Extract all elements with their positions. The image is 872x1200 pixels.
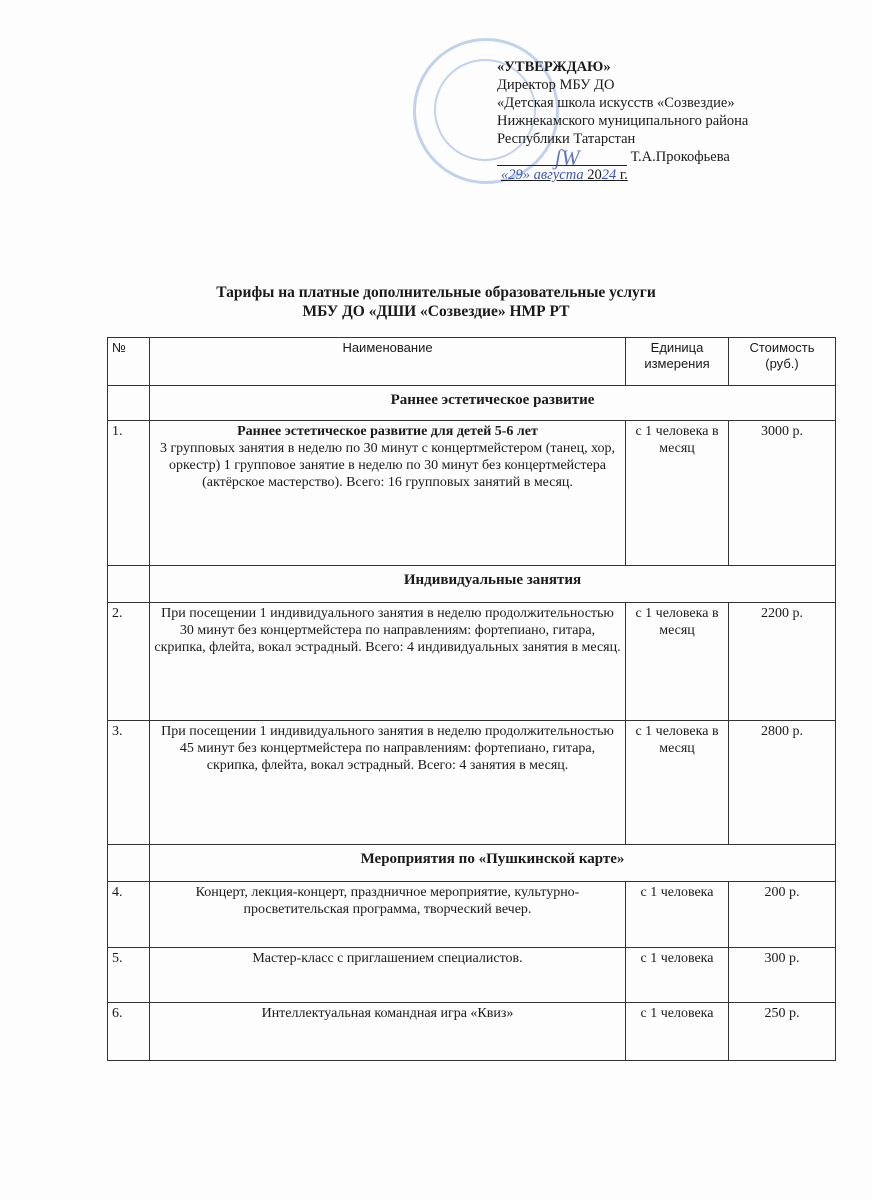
row-cost: 2200 р. (729, 603, 836, 721)
row-cost: 300 р. (729, 948, 836, 1003)
table-row (108, 1003, 836, 1061)
header-name: Наименование (150, 338, 626, 386)
approval-date (497, 166, 748, 184)
row-name-bold: Раннее эстетическое развитие для детей 5-6 лет (237, 424, 538, 439)
section-title: Индивидуальные занятия (150, 566, 836, 603)
section-row (108, 845, 836, 882)
title-line-2: МБУ ДО «ДШИ «Созвездие» НМР РТ (302, 303, 570, 320)
row-unit: с 1 человека в месяц (626, 603, 729, 721)
row-num: 3. (108, 721, 150, 845)
table-row (108, 421, 836, 566)
approval-heading: «УТВЕРЖДАЮ» (497, 59, 611, 75)
section-title: Мероприятия по «Пушкинской карте» (150, 845, 836, 882)
section-row (108, 386, 836, 421)
date-day: «29» (501, 167, 530, 183)
table-row (108, 948, 836, 1003)
document-title (0, 283, 872, 321)
row-cost: 200 р. (729, 882, 836, 948)
header-cost: Стоимость (руб.) (729, 338, 836, 386)
date-year-prefix: 20 (587, 167, 602, 183)
header-unit: Единица измерения (626, 338, 729, 386)
title-line-1: Тарифы на платные дополнительные образовательные услуги (216, 284, 656, 301)
row-num: 2. (108, 603, 150, 721)
tariff-table (107, 337, 836, 1061)
section-row (108, 566, 836, 603)
row-unit: с 1 человека в месяц (626, 721, 729, 845)
section-title: Раннее эстетическое развитие (150, 386, 836, 421)
date-month: августа (533, 167, 584, 183)
row-unit: с 1 человека (626, 1003, 729, 1061)
row-num: 4. (108, 882, 150, 948)
approval-line: Республики Татарстан (497, 131, 636, 147)
approval-block (497, 58, 748, 184)
table-row (108, 721, 836, 845)
row-num: 1. (108, 421, 150, 566)
row-name: Мастер-класс с приглашением специалистов. (150, 948, 626, 1003)
row-unit: с 1 человека (626, 882, 729, 948)
row-unit: с 1 человека (626, 948, 729, 1003)
row-cost: 3000 р. (729, 421, 836, 566)
row-cost: 250 р. (729, 1003, 836, 1061)
handwritten-signature: ʃW (555, 145, 580, 170)
table-header-row (108, 338, 836, 386)
approval-line: Нижнекамского муниципального района (497, 113, 749, 129)
row-num: 5. (108, 948, 150, 1003)
table-row (108, 882, 836, 948)
row-cost: 2800 р. (729, 721, 836, 845)
row-name-text: 3 групповых занятия в неделю по 30 минут с концертмейстером (танец, хор, оркестр) 1 групповое занятие в неделю по 30 минут без концертмейстера (актёрское мастерство). Всего: 16 групповых занятий в месяц. (159, 441, 616, 490)
approval-line: Директор МБУ ДО (497, 77, 615, 93)
row-name: Интеллектуальная командная игра «Квиз» (150, 1003, 626, 1061)
row-num: 6. (108, 1003, 150, 1061)
row-name (150, 421, 626, 566)
date-year-suffix: 24 (601, 167, 617, 183)
table-row (108, 603, 836, 721)
row-name: Концерт, лекция-концерт, праздничное мероприятие, культурно-просветительская программа, творческий вечер. (150, 882, 626, 948)
signatory-name: Т.А.Прокофьева (630, 149, 730, 165)
date-suffix: г. (619, 167, 628, 183)
row-name: При посещении 1 индивидуального занятия в неделю продолжительностью 30 минут без концертмейстера по направлениям: фортепиано, гитара, скрипка, флейта, вокал эстрадный. Всего: 4 индивидуальных занятия в месяц. (150, 603, 626, 721)
header-num: № (108, 338, 150, 386)
row-unit: с 1 человека в месяц (626, 421, 729, 566)
row-name: При посещении 1 индивидуального занятия в неделю продолжительностью 45 минут без концертмейстера по направлениям: фортепиано, гитара, скрипка, флейта, вокал эстрадный. Всего: 4 занятия в месяц. (150, 721, 626, 845)
approval-line: «Детская школа искусств «Созвездие» (497, 95, 735, 111)
